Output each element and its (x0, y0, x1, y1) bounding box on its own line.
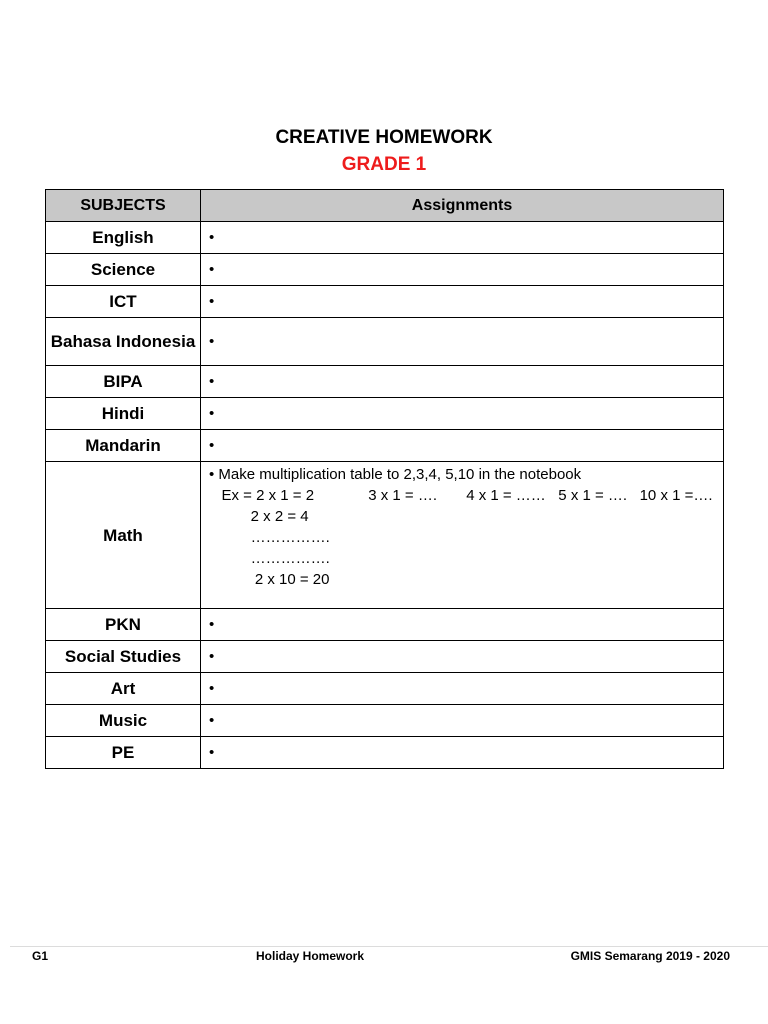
table-row (46, 462, 724, 609)
assignment-cell (201, 430, 724, 462)
bullet: • (209, 261, 215, 278)
table-row (46, 398, 724, 430)
header-assignments: Assignments (201, 190, 724, 222)
header-subjects: SUBJECTS (46, 190, 201, 222)
subject-art: Art (46, 673, 201, 705)
math-line: 2 x 10 = 20 (209, 571, 330, 588)
assignment-cell (201, 609, 724, 641)
bullet: • (209, 712, 215, 729)
subject-music: Music (46, 705, 201, 737)
math-line: 2 x 2 = 4 (209, 508, 309, 525)
math-line: ……………. (209, 550, 330, 567)
bullet: • (209, 405, 215, 422)
subject-pe: PE (46, 737, 201, 769)
bullet: • (209, 680, 215, 697)
bullet: • (209, 333, 215, 350)
subject-math: Math (46, 462, 201, 609)
bullet: • (209, 648, 215, 665)
subject-bahasa-indonesia: Bahasa Indonesia (46, 318, 201, 366)
math-line: Ex = 2 x 1 = 2 3 x 1 = …. 4 x 1 = …… 5 x 1 = …. 10 x 1 =…. (209, 487, 713, 504)
table-row (46, 641, 724, 673)
subject-english: English (46, 222, 201, 254)
table-row (46, 318, 724, 366)
assignment-cell (201, 318, 724, 366)
table-row (46, 673, 724, 705)
bullet: • (209, 293, 215, 310)
bullet: • (209, 616, 215, 633)
footer-grade: G1 (32, 949, 49, 963)
assignment-cell (201, 286, 724, 318)
subject-hindi: Hindi (46, 398, 201, 430)
subject-science: Science (46, 254, 201, 286)
assignment-cell (201, 641, 724, 673)
math-line: • Make multiplication table to 2,3,4, 5,10 in the notebook (209, 466, 582, 483)
assignment-cell (201, 705, 724, 737)
homework-table (45, 189, 724, 769)
table-row (46, 705, 724, 737)
bullet: • (209, 229, 215, 246)
assignment-cell (201, 398, 724, 430)
assignment-cell (201, 673, 724, 705)
table-row (46, 366, 724, 398)
assignment-cell (201, 366, 724, 398)
grade-label: GRADE 1 (341, 154, 427, 175)
document-title: CREATIVE HOMEWORK (275, 127, 493, 148)
footer-divider (10, 946, 768, 947)
assignment-cell-math (201, 462, 724, 609)
footer-school: GMIS Semarang 2019 - 2020 (570, 949, 730, 963)
bullet: • (209, 373, 215, 390)
table-row (46, 737, 724, 769)
subject-social-studies: Social Studies (46, 641, 201, 673)
subject-ict: ICT (46, 286, 201, 318)
bullet: • (209, 437, 215, 454)
table-row (46, 254, 724, 286)
table-row (46, 609, 724, 641)
math-assignment (209, 462, 723, 590)
assignment-cell (201, 222, 724, 254)
math-line: ……………. (209, 529, 330, 546)
assignment-cell (201, 254, 724, 286)
table-row (46, 222, 724, 254)
bullet: • (209, 744, 215, 761)
table-row (46, 286, 724, 318)
subject-mandarin: Mandarin (46, 430, 201, 462)
footer-title: Holiday Homework (255, 949, 365, 963)
table-header-row (46, 190, 724, 222)
table-row (46, 430, 724, 462)
subject-bipa: BIPA (46, 366, 201, 398)
subject-pkn: PKN (46, 609, 201, 641)
assignment-cell (201, 737, 724, 769)
